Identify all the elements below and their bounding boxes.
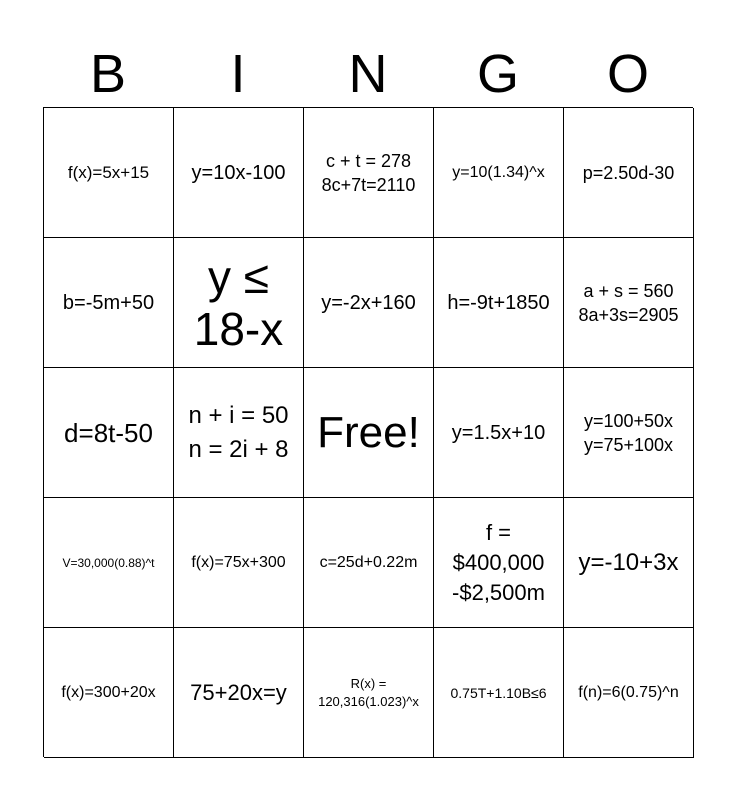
bingo-cell-r3c4[interactable]	[434, 368, 564, 498]
bingo-cell-r1c1[interactable]	[44, 108, 174, 238]
cell-text: V=30,000(0.88)^t	[62, 555, 155, 570]
bingo-cell-r4c4[interactable]	[434, 498, 564, 628]
cell-text-line1: y=100+50x	[583, 410, 674, 431]
bingo-cell-r4c5[interactable]	[564, 498, 694, 628]
cell-text: 0.75T+1.10B≤6	[450, 684, 547, 701]
cell-text: c=25d+0.22m	[319, 553, 418, 571]
bingo-cell-free[interactable]	[304, 368, 434, 498]
cell-text-line2: 8a+3s=2905	[578, 304, 679, 325]
cell-text: f(x)=75x+300	[191, 553, 286, 571]
cell-text: b=-5m+50	[62, 291, 155, 314]
bingo-cell-r2c2[interactable]	[174, 238, 304, 368]
bingo-cell-r5c1[interactable]	[44, 628, 174, 758]
header-letter-o: O	[606, 44, 649, 104]
cell-text: y=-2x+160	[321, 291, 416, 314]
bingo-cell-r4c2[interactable]	[174, 498, 304, 628]
cell-text-line2: 18-x	[193, 302, 284, 355]
header-letter-b: B	[89, 44, 127, 104]
cell-text-line2: y=75+100x	[583, 434, 674, 455]
bingo-header	[43, 42, 693, 106]
cell-text: 75+20x=y	[190, 679, 287, 705]
header-letter-i: I	[230, 44, 246, 104]
cell-text: p=2.50d-30	[582, 162, 675, 183]
cell-text-line1: c + t = 278	[325, 150, 412, 171]
bingo-cell-r2c1[interactable]	[44, 238, 174, 368]
cell-text: y=-10+3x	[578, 548, 679, 576]
cell-text: y=10(1.34)^x	[452, 163, 545, 181]
bingo-cell-r5c5[interactable]	[564, 628, 694, 758]
bingo-cell-r1c3[interactable]	[304, 108, 434, 238]
cell-text-line2: n = 2i + 8	[188, 435, 289, 463]
cell-text-line1: y ≤	[207, 250, 270, 303]
cell-text: f(n)=6(0.75)^n	[578, 683, 679, 701]
bingo-cell-r1c4[interactable]	[434, 108, 564, 238]
cell-text-line2: 8c+7t=2110	[321, 174, 416, 195]
bingo-cell-r3c2[interactable]	[174, 368, 304, 498]
cell-text: d=8t-50	[64, 417, 153, 448]
cell-text-line2: 120,316(1.023)^x	[318, 693, 419, 709]
bingo-cell-r5c4[interactable]	[434, 628, 564, 758]
cell-text: y=10x-100	[191, 161, 286, 184]
bingo-cell-r5c3[interactable]	[304, 628, 434, 758]
header-letter-n: N	[348, 44, 388, 104]
cell-text: h=-9t+1850	[447, 291, 550, 314]
cell-text-line1: R(x) =	[350, 675, 387, 691]
bingo-cell-r5c2[interactable]	[174, 628, 304, 758]
cell-text-line2: $400,000	[452, 549, 545, 575]
header-letter-g: G	[476, 44, 519, 104]
bingo-cell-r2c3[interactable]	[304, 238, 434, 368]
cell-text-line1: n + i = 50	[188, 401, 289, 429]
bingo-cell-r1c2[interactable]	[174, 108, 304, 238]
bingo-board	[43, 107, 693, 757]
cell-text: f(x)=5x+15	[67, 162, 150, 182]
free-space-label: Free!	[317, 407, 420, 457]
cell-text-line1: f =	[485, 519, 512, 545]
bingo-cell-r2c4[interactable]	[434, 238, 564, 368]
cell-text-line1: a + s = 560	[583, 280, 674, 301]
cell-text: y=1.5x+10	[451, 421, 546, 444]
bingo-cell-r1c5[interactable]	[564, 108, 694, 238]
bingo-cell-r3c1[interactable]	[44, 368, 174, 498]
bingo-cell-r2c5[interactable]	[564, 238, 694, 368]
bingo-cell-r4c3[interactable]	[304, 498, 434, 628]
cell-text: f(x)=300+20x	[61, 683, 156, 701]
cell-text-line3: -$2,500m	[452, 579, 545, 605]
bingo-cell-r4c1[interactable]	[44, 498, 174, 628]
bingo-cell-r3c5[interactable]	[564, 368, 694, 498]
